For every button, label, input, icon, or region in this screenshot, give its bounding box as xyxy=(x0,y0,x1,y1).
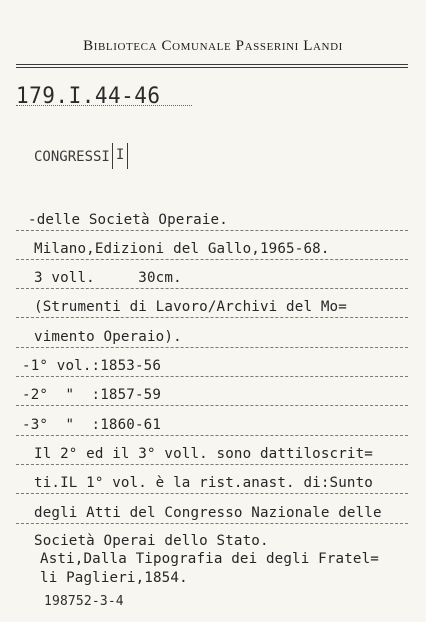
entry-line: Il 2° ed il 3° voll. sono dattiloscrit= xyxy=(34,446,373,462)
ruled-line xyxy=(16,347,408,348)
entry-line: -1° vol.:1853-56 xyxy=(22,358,162,374)
entry-line: 3 voll. 30cm. xyxy=(34,270,182,286)
entry-line: vimento Operaio). xyxy=(34,329,182,345)
ruled-line xyxy=(16,464,408,465)
library-name: Biblioteca Comunale Passerini Landi xyxy=(83,38,343,54)
entry-line: Milano,Edizioni del Gallo,1965-68. xyxy=(34,241,330,257)
ruled-line xyxy=(16,288,408,289)
entry-line: -delle Società Operaie. xyxy=(28,212,228,228)
entry-line: Asti,Dalla Tipografia dei degli Fratel= xyxy=(40,551,379,567)
ruled-line xyxy=(16,523,408,524)
ruled-line xyxy=(16,230,408,231)
ruled-line xyxy=(16,493,408,494)
entry-line: Società Operai dello Stato. xyxy=(34,533,269,549)
shelfmark: 179.I.44-46 xyxy=(16,83,161,109)
entry-line: li Paglieri,1854. xyxy=(40,570,188,586)
entry-line: ti.IL 1° vol. è la rist.anast. di:Sunto xyxy=(34,475,373,491)
entry-line: degli Atti del Congresso Nazionale delle xyxy=(34,505,382,521)
entry-line: (Strumenti di Lavoro/Archivi del Mo= xyxy=(34,299,347,315)
subject-heading-text: CONGRESSI xyxy=(34,149,110,165)
ruled-line xyxy=(16,435,408,436)
ruled-line xyxy=(16,405,408,406)
entry-line: -2° " :1857-59 xyxy=(22,387,162,403)
subject-heading-bracket: I xyxy=(112,143,128,169)
ruled-line xyxy=(16,376,408,377)
ruled-line xyxy=(16,317,408,318)
entry-line: -3° " :1860-61 xyxy=(22,417,162,433)
inventory-number: 198752-3-4 xyxy=(44,594,124,609)
ruled-line xyxy=(16,259,408,260)
